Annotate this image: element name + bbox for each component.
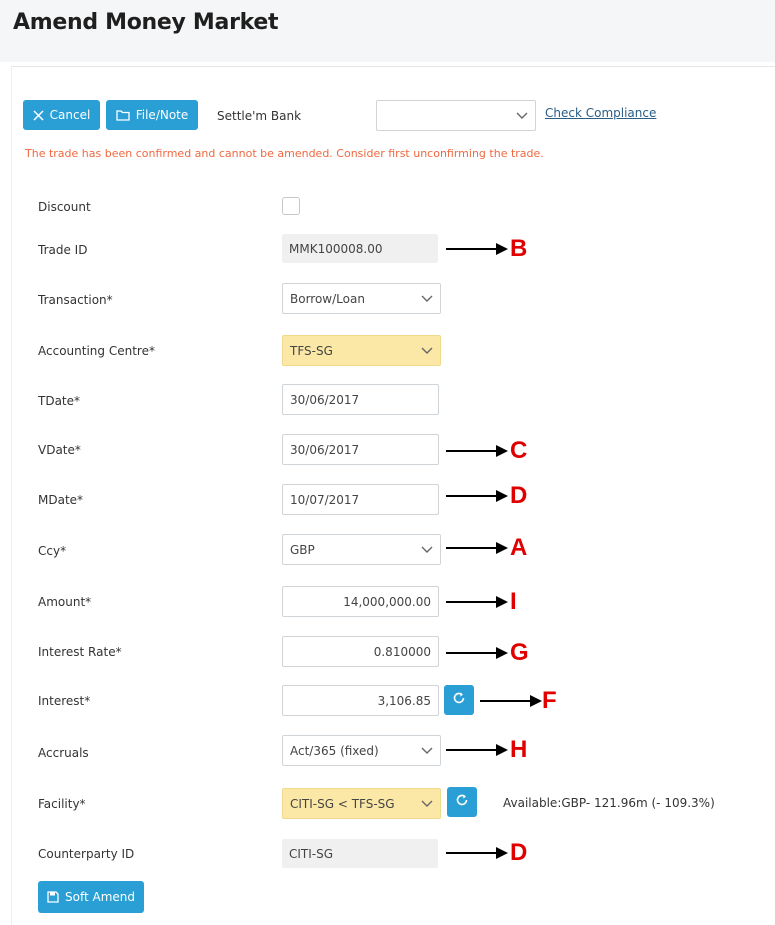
amount-field[interactable]: 14,000,000.00	[282, 586, 439, 617]
trade-id-label: Trade ID	[38, 243, 88, 257]
error-message: The trade has been confirmed and cannot be amended. Consider first unconfirming the trade.	[25, 147, 544, 160]
arrow-line	[446, 601, 498, 603]
soft-amend-button[interactable]	[38, 881, 144, 913]
soft-amend-label: Soft Amend	[65, 890, 135, 904]
chevron-down-icon	[421, 747, 433, 755]
page-title: Amend Money Market	[13, 10, 279, 35]
arrow-line	[446, 749, 498, 751]
arrow-line	[446, 547, 498, 549]
accounting-centre-label: Accounting Centre*	[38, 344, 155, 358]
counterparty-id-label: Counterparty ID	[38, 847, 135, 861]
annotation-letter: H	[510, 736, 528, 763]
annotation-letter: B	[510, 235, 528, 262]
save-icon	[47, 891, 59, 903]
arrow-line	[446, 450, 498, 452]
arrow-head	[496, 542, 508, 554]
ccy-select[interactable]	[282, 534, 441, 565]
arrow-line	[446, 652, 498, 654]
cancel-button[interactable]	[23, 100, 100, 130]
arrow-head	[496, 445, 508, 457]
refresh-icon	[455, 793, 469, 812]
facility-refresh-button[interactable]	[447, 787, 477, 817]
transaction-value: Borrow/Loan	[290, 291, 365, 306]
discount-label: Discount	[38, 200, 91, 214]
annotation-letter: A	[510, 534, 528, 561]
accruals-select[interactable]	[282, 735, 441, 766]
refresh-icon	[452, 691, 466, 710]
trade-id-field: MMK100008.00	[282, 234, 438, 263]
accruals-label: Accruals	[38, 746, 89, 760]
facility-label: Facility*	[38, 797, 86, 811]
settle-bank-label: Settle'm Bank	[217, 109, 302, 123]
vdate-field[interactable]: 30/06/2017	[282, 434, 439, 465]
ccy-label: Ccy*	[38, 544, 67, 558]
vdate-label: VDate*	[38, 443, 81, 457]
amount-label: Amount*	[38, 595, 92, 609]
arrow-head	[496, 847, 508, 859]
check-compliance-link[interactable]: Check Compliance	[545, 106, 657, 120]
counterparty-id-field: CITI-SG	[282, 839, 438, 868]
chevron-down-icon	[421, 800, 433, 808]
close-icon	[33, 110, 44, 121]
annotation-letter: I	[510, 588, 517, 615]
accounting-centre-value: TFS-SG	[290, 343, 333, 358]
arrow-line	[446, 495, 498, 497]
chevron-down-icon	[421, 347, 433, 355]
chevron-down-icon	[421, 546, 433, 554]
arrow-head	[496, 744, 508, 756]
chevron-down-icon	[516, 112, 528, 120]
chevron-down-icon	[421, 295, 433, 303]
arrow-line	[446, 852, 498, 854]
cancel-label: Cancel	[49, 108, 91, 122]
transaction-label: Transaction*	[38, 293, 113, 307]
annotation-letter: F	[542, 687, 557, 714]
accounting-centre-select[interactable]	[282, 335, 441, 366]
arrow-line	[446, 248, 498, 250]
facility-value: CITI-SG < TFS-SG	[290, 796, 395, 811]
discount-checkbox[interactable]	[282, 197, 300, 215]
annotation-letter: G	[510, 639, 529, 666]
page-header	[0, 0, 775, 62]
folder-icon	[116, 110, 130, 121]
facility-select[interactable]	[282, 788, 441, 819]
interest-refresh-button[interactable]	[444, 685, 474, 715]
file-note-button[interactable]	[106, 100, 198, 130]
interest-field[interactable]: 3,106.85	[282, 685, 439, 716]
annotation-letter: D	[510, 482, 528, 509]
arrow-line	[480, 700, 532, 702]
arrow-head	[530, 695, 542, 707]
tdate-label: TDate*	[38, 394, 81, 408]
arrow-head	[496, 490, 508, 502]
annotation-letter: C	[510, 437, 528, 464]
mdate-field[interactable]: 10/07/2017	[282, 484, 439, 515]
interest-rate-label: Interest Rate*	[38, 645, 122, 659]
arrow-head	[496, 596, 508, 608]
file-note-label: File/Note	[135, 108, 189, 122]
interest-rate-field[interactable]: 0.810000	[282, 636, 439, 667]
facility-available-text: Available:GBP- 121.96m (- 109.3%)	[503, 796, 715, 810]
ccy-value: GBP	[290, 542, 315, 557]
settle-bank-select[interactable]	[376, 100, 536, 131]
interest-label: Interest*	[38, 694, 91, 708]
transaction-select[interactable]	[282, 283, 441, 314]
accruals-value: Act/365 (fixed)	[290, 743, 379, 758]
arrow-head	[496, 647, 508, 659]
tdate-field[interactable]: 30/06/2017	[282, 384, 439, 415]
annotation-letter: D	[510, 839, 528, 866]
arrow-head	[496, 243, 508, 255]
mdate-label: MDate*	[38, 493, 84, 507]
